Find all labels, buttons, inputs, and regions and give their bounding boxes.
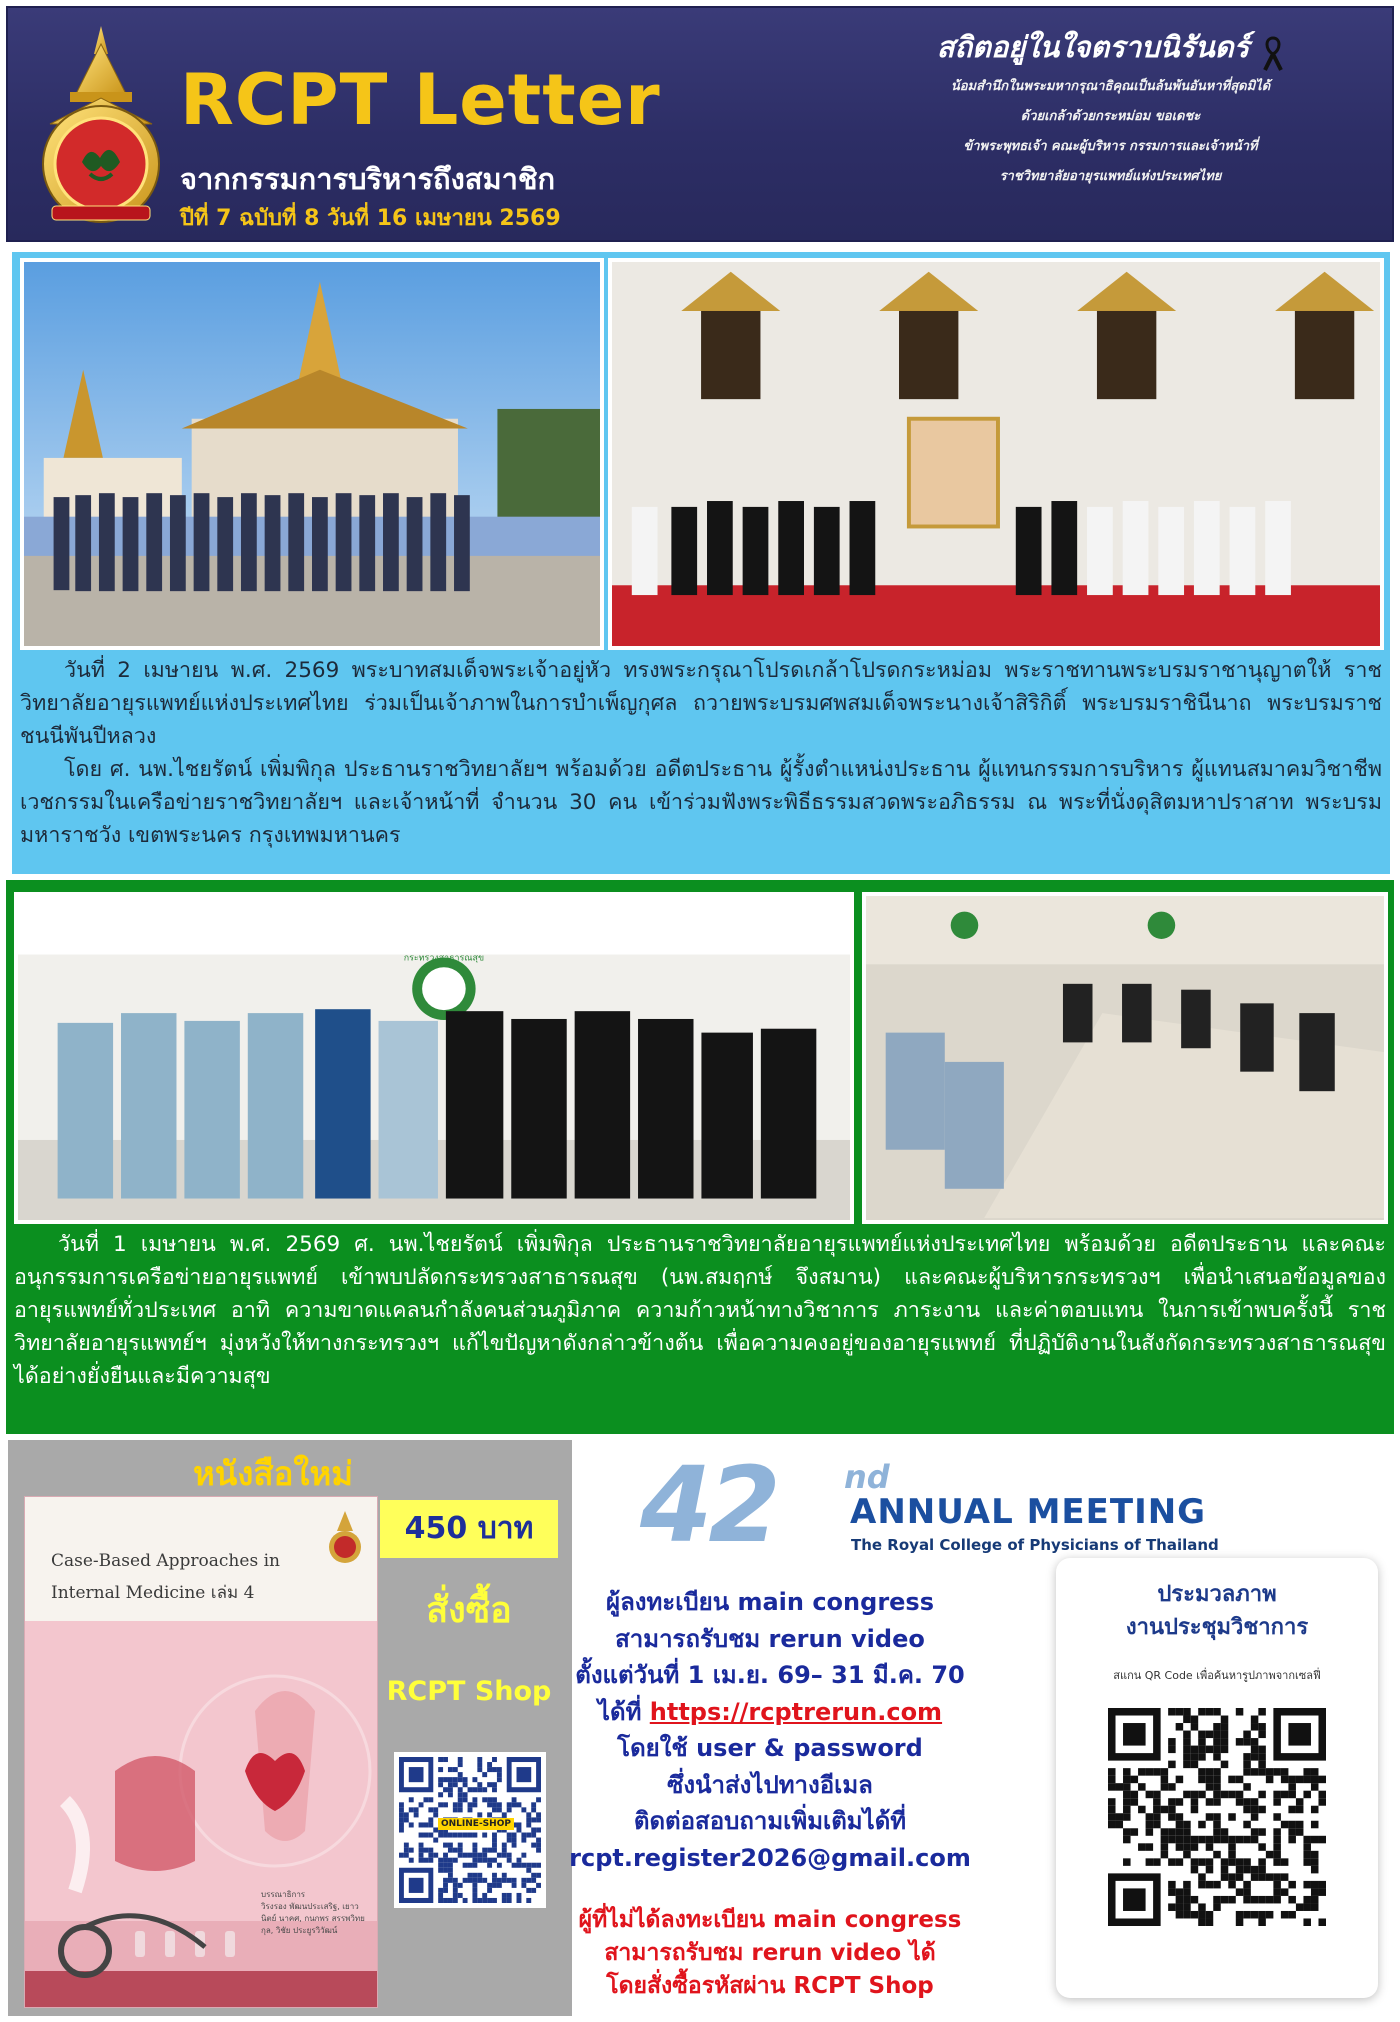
photo-gallery-card xyxy=(1056,1558,1378,1998)
royal-ceremony-text xyxy=(20,654,1382,852)
rerun-line: ซึ่งนำส่งไปทางอีเมล xyxy=(667,1770,873,1799)
online-shop-badge: ONLINE-SHOP xyxy=(438,1818,514,1830)
rerun-red-line: ผู้ที่ไม่ได้ลงทะเบียน main congress xyxy=(578,1907,962,1933)
gallery-title: ประมวลภาพ งานประชุมวิชาการ xyxy=(1125,1582,1309,1640)
rerun-link[interactable]: https://rcptrerun.com xyxy=(649,1697,943,1726)
ministry-visit-text xyxy=(14,1228,1386,1393)
rcpt-emblem-icon xyxy=(325,1511,365,1567)
memorial-line: ราชวิทยาลัยอายุรแพทย์แห่งประเทศไทย xyxy=(999,168,1222,184)
meeting-number: 42 xyxy=(640,1444,777,1566)
annual-meeting-logo xyxy=(640,1444,1300,1566)
ministry-sign-text: กระทรวงสาธารณสุข xyxy=(403,953,485,964)
memorial-line: ข้าพระพุทธเจ้า คณะผู้บริหาร กรรมการและเจ้าหน้าที่ xyxy=(963,138,1258,154)
order-label: สั่งซื้อ xyxy=(426,1590,512,1631)
newsletter-header xyxy=(6,6,1394,242)
new-book-panel xyxy=(8,1440,572,2016)
book-editors: บรรณาธิการ วิรงรอง พัฒนประเสริฐ, เยาวนิตย์ นาคศ, กนกพร สรรพวิทยกุล, วิชัย ประยูรวิวัฒน์ xyxy=(261,1890,365,1935)
meeting-subtitle: The Royal College of Physicians of Thailand xyxy=(851,1536,1219,1554)
book-cover-title: Case-Based Approaches in Internal Medicine เล่ม 4 xyxy=(51,1551,280,1603)
non-registrant-info xyxy=(560,1904,980,2003)
issue-info: ปีที่ 7 ฉบับที่ 8 วันที่ 16 เมษายน 2569 xyxy=(180,206,561,231)
meeting-ordinal: nd xyxy=(844,1458,890,1496)
rerun-red-line: โดยสั่งซื้อรหัสผ่าน RCPT Shop xyxy=(606,1973,934,1999)
rerun-line: โดยใช้ user & password xyxy=(617,1734,923,1762)
rerun-info xyxy=(560,1584,980,1876)
ministry-group-photo xyxy=(14,892,854,1224)
book-cover[interactable] xyxy=(24,1496,378,2008)
qr-code-icon xyxy=(399,1757,541,1903)
medical-illustration-icon xyxy=(25,1621,378,2008)
meeting-title: ANNUAL MEETING xyxy=(850,1492,1207,1532)
memorial-line: น้อมสำนึกในพระมหากรุณาธิคุณเป็นล้นพ้นอันหาที่สุดมิได้ xyxy=(950,78,1271,94)
royal-ceremony-section xyxy=(12,252,1390,874)
rcpt-shop-label[interactable]: RCPT Shop xyxy=(386,1676,552,1707)
shop-qr-code[interactable] xyxy=(394,1752,546,1908)
paragraph: วันที่ 2 เมษายน พ.ศ. 2569 พระบาทสมเด็จพระเจ้าอยู่หัว ทรงพระกรุณาโปรดเกล้าโปรดกระหม่อม พระราชทานพระบรมราชานุญาตให้ ราชวิทยาลัยอายุรแพทย์แห่งประเทศไทย ร่วมเป็นเจ้าภาพในการบำเพ็ญกุศล ถวายพระบรมศพสมเด็จพระนางเจ้าสิริกิติ์ พระบรมราชินีนาถ พระบรมราชชนนีพันปีหลวง xyxy=(20,658,1382,749)
mourning-ribbon-icon xyxy=(1262,34,1284,72)
memorial-line: ด้วยเกล้าด้วยกระหม่อม ขอเดชะ xyxy=(1020,108,1201,124)
rerun-line: ผู้ลงทะเบียน main congress xyxy=(606,1588,934,1616)
rcpt-emblem-icon xyxy=(30,24,172,230)
rerun-line: สามารถรับชม rerun video xyxy=(615,1624,925,1653)
rerun-line: ตั้งแต่วันที่ 1 เม.ย. 69– 31 มี.ค. 70 xyxy=(575,1661,965,1689)
book-price: 450 บาท xyxy=(380,1500,558,1558)
ministry-visit-section xyxy=(6,880,1394,1434)
newsletter-title: RCPT Letter xyxy=(180,59,661,141)
paragraph: วันที่ 1 เมษายน พ.ศ. 2569 ศ. นพ.ไชยรัตน์ เพิ่มพิกุล ประธานราชวิทยาลัยอายุรแพทย์แห่งประเทศไทย พร้อมด้วย อดีตประธาน และคณะอนุกรรมการเครือข่ายอายุรแพทย์ เข้าพบปลัดกระทรวงสาธารณสุข (นพ.สมฤกษ์ จึงสมาน) และคณะผู้บริหารกระทรวงฯ เพื่อนำเสนอข้อมูลของอายุรแพทย์ทั่วประเทศ อาทิ ความขาดแคลนกำลังคนส่วนภูมิภาค ความก้าวหน้าทางวิชาการ ภาระงาน และค่าตอบแทน ในการเข้าพบครั้งนี้ ราชวิทยาลัยอายุรแพทย์ฯ มุ่งหวังให้ทางกระทรวงฯ แก้ไขปัญหาดังกล่าวข้างต้น เพื่อความคงอยู่ของอายุรแพทย์ ที่ปฏิบัติงานในสังกัดกระทรวงสาธารณสุข ได้อย่างยั่งยืนและมีความสุข xyxy=(14,1232,1386,1389)
newsletter-subtitle: จากกรรมการบริหารถึงสมาชิก xyxy=(180,162,556,196)
ministry-meeting-photo xyxy=(862,892,1388,1224)
gallery-note: สแกน QR Code เพื่อค้นหารูปภาพจากเซลฟี่ xyxy=(1113,1669,1321,1682)
rerun-red-line: สามารถรับชม rerun video ได้ xyxy=(604,1940,936,1966)
rerun-link-line: ได้ที่ https://rcptrerun.com xyxy=(597,1697,943,1726)
contact-email[interactable]: rcpt.register2026@gmail.com xyxy=(569,1843,971,1872)
new-book-heading: หนังสือใหม่ xyxy=(193,1454,354,1493)
paragraph: โดย ศ. นพ.ไชยรัตน์ เพิ่มพิกุล ประธานราชวิทยาลัยฯ พร้อมด้วย อดีตประธาน ผู้รั้งตำแหน่งประธาน ผู้แทนกรรมการบริหาร ผู้แทนสมาคมวิชาชีพเวชกรรมในเครือข่ายราชวิทยาลัยฯ และเจ้าหน้าที่ จำนวน 30 คน เข้าร่วมฟังพระพิธีธรรมสวดพระอภิธรรม ณ พระที่นั่งดุสิตมหาปราสาท พระบรมมหาราชวัง เขตพระนคร กรุงเทพมหานคร xyxy=(20,757,1382,848)
palace-group-photo xyxy=(20,258,604,650)
ceremony-hall-group-photo xyxy=(608,258,1384,650)
memorial-message xyxy=(833,24,1388,234)
rerun-line: ติดต่อสอบถามเพิ่มเติมได้ที่ xyxy=(633,1807,907,1835)
memorial-title: สถิตอยู่ในใจตราบนิรันดร์ xyxy=(936,30,1250,64)
gallery-qr-code-icon[interactable] xyxy=(1108,1708,1326,1926)
